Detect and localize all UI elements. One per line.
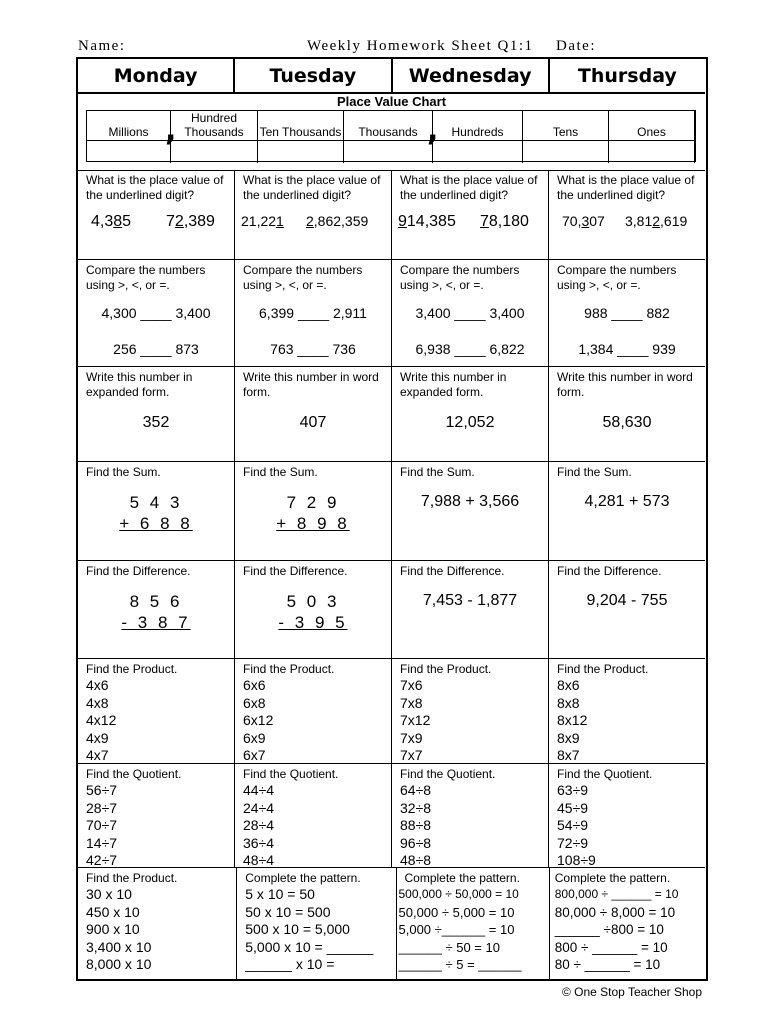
list-item: 800 ÷ ______ = 10 [554, 939, 668, 955]
list-item: 50,000 ÷ 5,000 = 10 [398, 904, 515, 920]
copyright-footer: © One Stop Teacher Shop [561, 985, 702, 999]
write-cell-wednesday [392, 367, 549, 461]
pvq-number-1: 21,221 [241, 213, 284, 229]
pv-col-ones [609, 111, 695, 163]
list-item: 30 x 10 [86, 886, 132, 902]
prompt: Find the Sum. [86, 465, 161, 479]
quotient-cell-tuesday [235, 764, 392, 867]
pv-label: Ten Thousands [258, 111, 343, 141]
pv-label: Tens [523, 111, 608, 141]
list-item: ______ x 10 = [245, 956, 335, 973]
diff-cell-tuesday [235, 561, 392, 658]
list-item: 8,000 x 10 [86, 956, 152, 973]
list-item: ______ ÷ 5 = ______ [398, 957, 522, 973]
pvq-cell-monday [78, 170, 235, 259]
list-item: 54÷9 [557, 817, 589, 834]
product-cell-monday [78, 659, 235, 763]
compare-item-1: 988 ____ 882 [584, 305, 670, 321]
list-item: 4x9 [86, 729, 109, 746]
prompt: Find the Sum. [400, 465, 475, 479]
list-item: 6x8 [243, 694, 266, 711]
prompt: Find the Quotient. [557, 767, 653, 781]
name-label: Name: [78, 38, 126, 54]
quotient-cell-monday [78, 764, 235, 867]
prompt: What is the place value of the underlined digit? [243, 173, 381, 202]
prompt: Compare the numbers using >, <, or =. [86, 263, 206, 292]
row-pattern [78, 868, 705, 981]
place-value-grid [86, 110, 696, 162]
prompt: Write this number in expanded form. [400, 370, 507, 399]
row-sum [78, 462, 705, 561]
prompt: Find the Quotient. [243, 767, 339, 781]
list-item: 7x7 [400, 747, 423, 763]
list-item: 3,400 x 10 [86, 938, 152, 955]
compare-item-2: 256 ____ 873 [113, 341, 199, 357]
last-list [245, 886, 395, 974]
list-item: 5,000 x 10 = ______ [245, 938, 374, 955]
list-item: 8x9 [557, 729, 580, 746]
pvq-number-1: 4,385 [91, 213, 132, 230]
write-cell-tuesday [235, 367, 392, 461]
diff-problem [78, 591, 234, 633]
list-item: 45÷9 [557, 799, 589, 816]
prompt: Write this number in word form. [557, 370, 693, 399]
row-write-number [78, 367, 705, 462]
row-difference [78, 561, 705, 659]
sheet-title: Weekly Homework Sheet Q1:1 [307, 38, 534, 54]
sum-top: 5 4 3 [129, 493, 183, 512]
prompt: Complete the pattern. [554, 871, 671, 885]
day-monday: Monday [78, 59, 235, 92]
diff-top: 5 0 3 [286, 592, 340, 611]
last-cell-thursday [550, 868, 705, 981]
compare-item-1: 6,399 ____ 2,911 [259, 305, 367, 321]
list-item: 4x12 [86, 712, 117, 729]
list-item: 36÷4 [243, 834, 275, 851]
quotient-list [557, 782, 705, 867]
date-label: Date: [556, 38, 596, 54]
day-wednesday: Wednesday [393, 59, 550, 92]
day-tuesday: Tuesday [235, 59, 392, 92]
list-item: 28÷4 [243, 817, 275, 834]
prompt: Complete the pattern. [404, 871, 520, 885]
prompt: Find the Product. [86, 662, 178, 676]
prompt: Find the Sum. [557, 465, 632, 479]
sum-bottom: + 8 9 8 [276, 514, 350, 533]
pvq-number-2: 2,862,359 [306, 213, 369, 229]
diff-cell-monday [78, 561, 235, 658]
sum-cell-tuesday [235, 462, 392, 560]
product-list [86, 677, 234, 763]
diff-problem: 7,453 - 1,877 [422, 592, 518, 609]
list-item: ______ ÷800 = 10 [554, 922, 664, 938]
pvq-cell-thursday [549, 170, 705, 259]
list-item: 4x8 [86, 694, 109, 711]
list-item: 63÷9 [557, 782, 589, 798]
list-item: 7x6 [400, 677, 423, 693]
prompt: Find the Product. [86, 871, 178, 885]
day-thursday: Thursday [577, 64, 677, 87]
prompt: Compare the numbers using >, <, or =. [557, 263, 677, 292]
homework-sheet [76, 57, 708, 981]
pvq-number-2: 3,812,619 [625, 213, 688, 229]
list-item: 500 x 10 = 5,000 [245, 921, 350, 938]
product-list [243, 677, 391, 763]
compare-cell-wednesday [392, 260, 549, 366]
list-item: 44÷4 [243, 782, 275, 798]
last-cell-tuesday [237, 868, 396, 981]
row-compare [78, 260, 705, 367]
pv-col-hundred-thousands [171, 111, 258, 163]
compare-item-2: 763 ____ 736 [270, 341, 356, 357]
prompt: Write this number in expanded form. [86, 370, 193, 399]
pvq-number-1: 914,385 [398, 213, 456, 230]
list-item: 6x9 [243, 729, 266, 746]
prompt: What is the place value of the underlined digit? [400, 173, 538, 202]
write-value: 58,630 [602, 414, 652, 431]
diff-bottom: - 3 9 5 [278, 613, 348, 632]
quotient-list [86, 782, 234, 867]
list-item: 48÷8 [400, 852, 432, 867]
list-item: 450 x 10 [86, 903, 140, 920]
list-item: 48÷4 [243, 852, 275, 867]
prompt: Write this number in word form. [243, 370, 379, 399]
list-item: 7x9 [400, 729, 423, 746]
list-item: 96÷8 [400, 834, 432, 851]
pv-label: Hundred Thousands [171, 111, 257, 141]
sum-cell-monday [78, 462, 235, 560]
prompt: Find the Quotient. [400, 767, 496, 781]
prompt: Find the Difference. [557, 564, 662, 578]
product-cell-wednesday [392, 659, 549, 763]
list-item: 24÷4 [243, 799, 275, 816]
row-place-value [78, 170, 705, 260]
list-item: 7x8 [400, 694, 423, 711]
prompt: Find the Sum. [243, 465, 318, 479]
write-cell-thursday [549, 367, 705, 461]
prompt: Find the Difference. [86, 564, 191, 578]
last-list [86, 886, 236, 974]
list-item: 8x6 [557, 677, 580, 693]
list-item: 72÷9 [557, 834, 589, 851]
product-list [557, 677, 705, 763]
pv-col-tens [523, 111, 609, 163]
pvq-number-1: 70,307 [562, 213, 605, 229]
pv-label: Millions [87, 111, 170, 141]
quotient-cell-wednesday [392, 764, 549, 867]
pv-label: Ones [609, 111, 694, 141]
list-item: 8x7 [557, 747, 580, 763]
product-cell-thursday [549, 659, 705, 763]
prompt: Compare the numbers using >, <, or =. [243, 263, 363, 292]
list-item: 88÷8 [400, 817, 432, 834]
list-item: 8x8 [557, 694, 580, 711]
last-cell-wednesday [397, 868, 550, 981]
compare-item-1: 3,400 ____ 3,400 [415, 305, 525, 321]
pvq-number-2: 72,389 [166, 213, 215, 230]
write-value: 407 [299, 414, 327, 431]
list-item: 900 x 10 [86, 921, 140, 938]
row-quotient [78, 764, 705, 868]
diff-problem: 9,204 - 755 [586, 592, 668, 609]
compare-item-2: 1,384 ____ 939 [578, 341, 676, 357]
compare-cell-monday [78, 260, 235, 366]
list-item: 56÷7 [86, 782, 118, 798]
list-item: 108÷9 [557, 852, 596, 867]
product-list [400, 677, 548, 763]
comma-mark: , [165, 113, 177, 148]
sum-problem: 4,281 + 573 [584, 493, 670, 510]
last-cell-monday [78, 868, 237, 981]
list-item: 28÷7 [86, 799, 118, 816]
sum-problem: 7,988 + 3,566 [420, 493, 520, 510]
prompt: Find the Product. [243, 662, 335, 676]
prompt: Find the Difference. [400, 564, 505, 578]
list-item: 64÷8 [400, 782, 432, 798]
write-value: 12,052 [445, 414, 495, 431]
list-item: 6x7 [243, 747, 266, 763]
list-item: 32÷8 [400, 799, 432, 816]
sum-cell-thursday [549, 462, 705, 560]
list-item: 14÷7 [86, 834, 118, 851]
product-cell-tuesday [235, 659, 392, 763]
place-value-chart [78, 92, 705, 171]
day-header-row [78, 59, 705, 94]
prompt: What is the place value of the underlined digit? [557, 173, 695, 202]
prompt: Find the Product. [400, 662, 492, 676]
pv-col-hundreds [433, 111, 523, 163]
prompt: Find the Product. [557, 662, 649, 676]
pv-col-millions [87, 111, 171, 163]
list-item: 4x7 [86, 747, 109, 763]
diff-top: 8 5 6 [129, 592, 183, 611]
diff-bottom: - 3 8 7 [121, 613, 191, 632]
prompt: Find the Quotient. [86, 767, 182, 781]
list-item: 6x12 [243, 712, 274, 729]
list-item: 70÷7 [86, 817, 118, 834]
list-item: 50 x 10 = 500 [245, 903, 331, 920]
list-item: 8x12 [557, 712, 588, 729]
list-item: 4x6 [86, 677, 109, 693]
prompt: Find the Difference. [243, 564, 348, 578]
quotient-list [400, 782, 548, 867]
compare-cell-thursday [549, 260, 705, 366]
quotient-list [243, 782, 391, 867]
last-list [399, 886, 549, 974]
list-item: 800,000 ÷ ______ = 10 [554, 887, 679, 901]
sum-problem [78, 492, 234, 534]
list-item: 80 ÷ ______ = 10 [554, 957, 661, 973]
sum-problem [235, 492, 391, 534]
diff-problem [235, 591, 391, 633]
list-item: 5,000 ÷______ = 10 [398, 922, 515, 938]
prompt: What is the place value of the underlined digit? [86, 173, 224, 202]
compare-item-1: 4,300 ____ 3,400 [101, 305, 211, 321]
quotient-cell-thursday [549, 764, 705, 867]
sum-bottom: + 6 8 8 [119, 514, 193, 533]
place-value-title: Place Value Chart [336, 94, 447, 109]
pv-label: Hundreds [433, 111, 522, 141]
list-item: 5 x 10 = 50 [245, 886, 315, 902]
last-list [555, 886, 705, 974]
list-item: 500,000 ÷ 50,000 = 10 [398, 887, 519, 901]
pv-col-ten-thousands [258, 111, 344, 163]
compare-cell-tuesday [235, 260, 392, 366]
list-item: 7x12 [400, 712, 431, 729]
sum-cell-wednesday [392, 462, 549, 560]
write-value: 352 [142, 414, 170, 431]
prompt: Complete the pattern. [245, 871, 361, 885]
pv-col-thousands [344, 111, 433, 163]
row-product [78, 659, 705, 764]
write-cell-monday [78, 367, 235, 461]
comma-mark: , [427, 113, 439, 148]
list-item: 6x6 [243, 677, 266, 693]
pvq-number-2: 78,180 [480, 213, 529, 230]
pvq-cell-wednesday [392, 170, 549, 259]
list-item: 42÷7 [86, 852, 118, 867]
compare-item-2: 6,938 ____ 6,822 [415, 341, 525, 357]
list-item: ______ ÷ 50 = 10 [398, 939, 500, 955]
diff-cell-wednesday [392, 561, 549, 658]
pv-label: Thousands [344, 111, 432, 141]
diff-cell-thursday [549, 561, 705, 658]
pvq-cell-tuesday [235, 170, 392, 259]
prompt: Compare the numbers using >, <, or =. [400, 263, 520, 292]
sum-top: 7 2 9 [286, 493, 340, 512]
list-item: 80,000 ÷ 8,000 = 10 [554, 904, 676, 920]
